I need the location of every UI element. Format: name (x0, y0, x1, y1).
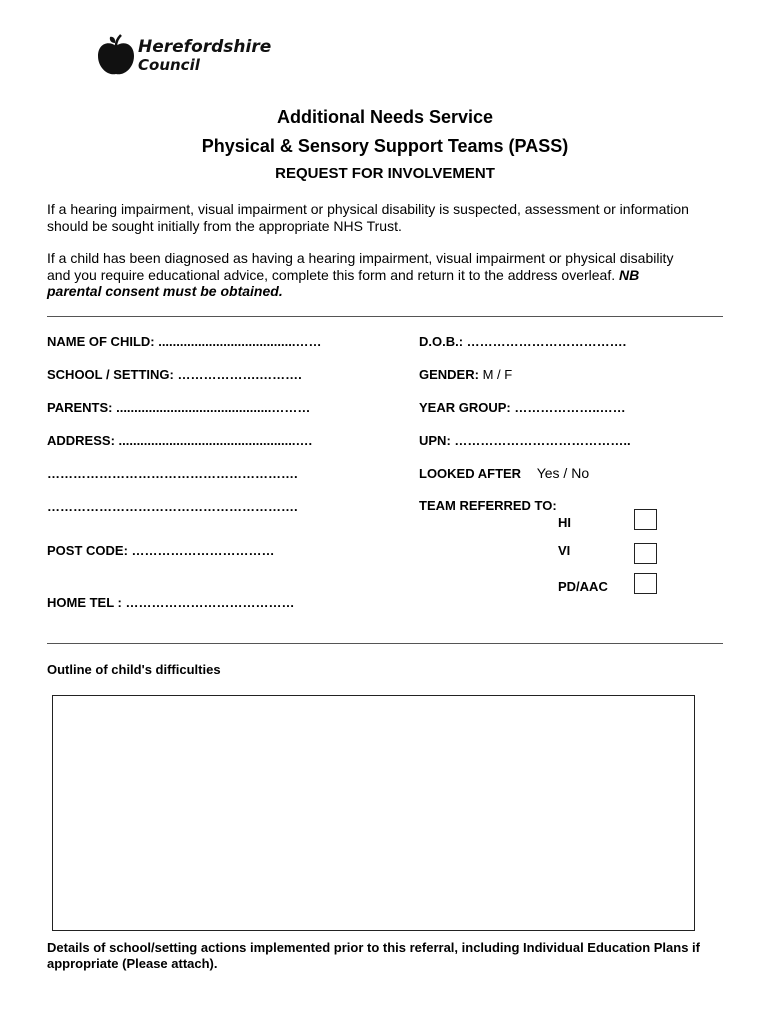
divider (47, 316, 723, 317)
team-referred-label: TEAM REFERRED TO: (419, 498, 557, 513)
team-option-pdaac-label: PD/AAC (558, 579, 608, 594)
home-tel-field[interactable]: HOME TEL : ………………………………… (47, 595, 295, 610)
team-title: Physical & Sensory Support Teams (PASS) (201, 136, 569, 156)
address-line-3-field[interactable]: …………………………………………………. (47, 499, 298, 514)
looked-after-options[interactable]: Yes / No (536, 465, 590, 481)
outline-textarea[interactable] (52, 695, 695, 931)
looked-after-label: LOOKED AFTER (419, 466, 522, 481)
name-of-child-field[interactable]: NAME OF CHILD: ......................................…… (47, 334, 322, 349)
service-title: Additional Needs Service (276, 107, 494, 127)
divider (47, 643, 723, 644)
apple-icon (96, 34, 136, 78)
address-field[interactable]: ADDRESS: .................................................…. (47, 433, 313, 448)
intro-paragraph-2-text: If a child has been diagnosed as having a hearing impairment, visual impairment or physical disability and you require educational advice, complete this form and return it to the address overleaf. (47, 250, 674, 283)
team-option-vi-checkbox[interactable] (634, 543, 657, 564)
logo-name: Herefordshire (138, 37, 272, 57)
year-group-field[interactable]: YEAR GROUP: ………………..…… (419, 400, 626, 415)
upn-field[interactable]: UPN: ………………………………….. (419, 433, 631, 448)
form-title: REQUEST FOR INVOLVEMENT (275, 165, 495, 182)
parents-field[interactable]: PARENTS: ...........................................……… (47, 400, 311, 415)
details-label: Details of school/setting actions implemented prior to this referral, including Individual Education Plans if appropriate (Please attach). (47, 940, 700, 971)
gender-label: GENDER: (419, 367, 479, 382)
gender-options[interactable]: M / F (482, 367, 513, 382)
gender-field[interactable] (419, 367, 512, 382)
team-option-pdaac-checkbox[interactable] (634, 573, 657, 594)
dob-field[interactable]: D.O.B.: ………………………………. (419, 334, 627, 349)
logo-council: Council (138, 56, 200, 74)
team-option-hi-checkbox[interactable] (634, 509, 657, 530)
team-option-hi-label: HI (558, 515, 571, 530)
looked-after-field[interactable] (419, 465, 589, 481)
consent-note: NB parental consent must be obtained. (47, 266, 640, 299)
post-code-field[interactable]: POST CODE: …………………………… (47, 543, 275, 558)
team-option-vi-label: VI (558, 543, 571, 558)
outline-label: Outline of child's difficulties (47, 662, 221, 677)
intro-paragraph-1: If a hearing impairment, visual impairment or physical disability is suspected, assessment or information should be sought initially from the appropriate NHS Trust. (47, 201, 689, 234)
school-setting-field[interactable]: SCHOOL / SETTING: ……………….………. (47, 367, 302, 382)
council-logo (96, 34, 276, 82)
intro-paragraph-2 (47, 250, 697, 300)
address-line-2-field[interactable]: …………………………………………………. (47, 466, 298, 481)
